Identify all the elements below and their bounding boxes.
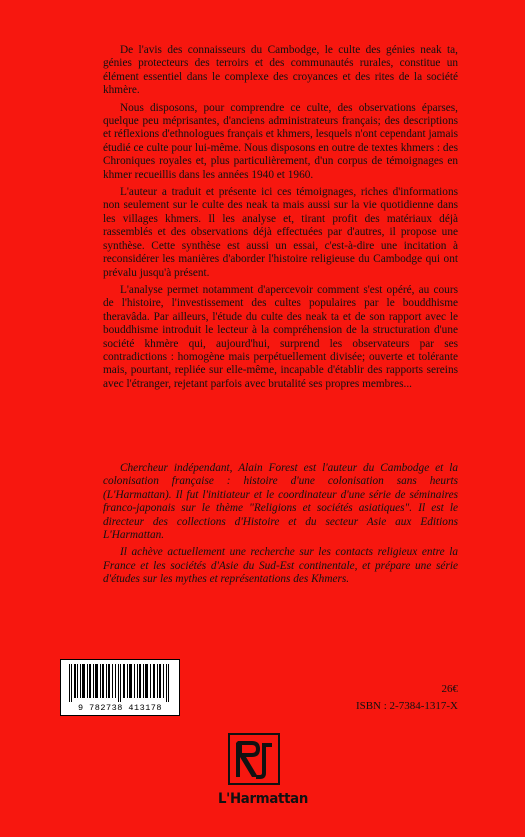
barcode-number: 9 782738 413178	[77, 703, 162, 713]
barcode-bars	[67, 664, 173, 702]
author-bio	[103, 462, 458, 587]
bio-paragraph-2: Il achève actuellement une recherche sur les contacts religieux entre la France et les sociétés d'Asie du Sud-Est continentale, et prépare une série d'études sur les mythes et représentations des Khmers.	[103, 546, 458, 586]
publisher-name: L'Harmattan	[217, 791, 309, 807]
bio-paragraph-1: Chercheur indépendant, Alain Forest est l'auteur du Cambodge et la colonisation française : histoire d'une colonisation sans heurts (L'Harmattan). Il fut l'initiateur et le coordinateur d'une série de séminaires franco-japonais sur le thème "Religions et sociétés asiatiques". Il est le directeur des collections d'Histoire et du secteur Asie aux Editions L'Harmattan.	[103, 462, 458, 542]
paragraph-1: De l'avis des connaisseurs du Cambodge, le culte des génies neak ta, génies protecteurs des terroirs et des communautés rurales, constitue un élément essentiel dans le complexe des croyances et des rites de la société khmère.	[103, 44, 458, 97]
paragraph-3: L'auteur a traduit et présente ici ces témoignages, riches d'informations non seulement sur le culte des neak ta mais aussi sur la vie quotidienne dans les villages khmers. Il les analyse et, tirant profit des matériaux déjà rassemblés et des observations déjà effectuées par d'autres, il propose une synthèse. Cette synthèse est aussi un essai, c'est-à-dire une incitation à reconsidérer les manières d'aborder l'histoire religieuse du Cambodge qui ont prévalu jusqu'à présent.	[103, 186, 458, 279]
isbn: ISBN : 2-7384-1317-X	[355, 700, 458, 712]
price: 26€	[441, 683, 458, 695]
paragraph-4: L'analyse permet notamment d'apercevoir comment s'est opéré, au cours de l'histoire, l'investissement des cultes populaires par le bouddhisme theravâda. Par ailleurs, l'étude du culte des neak ta et de son rapport avec le bouddhisme introduit le lecteur à la compréhension de la structuration d'une société khmère qui, aujourd'hui, surprend les observateurs par ses contradictions : homogène mais perpétuellement divisée; ouverte et tolérante mais, pourtant, repliée sur elle-même, incapable d'établir des rapports sereins avec l'étranger, rejetant parfois avec brutalité ses propres membres...	[103, 283, 458, 390]
paragraph-2: Nous disposons, pour comprendre ce culte, des observations éparses, quelque peu méprisantes, d'anciens administrateurs français; des descriptions et réflexions d'ethnologues français et khmers, lesquels n'ont cependant jamais étudié ce culte pour lui-même. Nous disposons en outre de textes khmers : des Chroniques royales et, plus particulièrement, d'un corpus de témoignages en khmer recueillis dans les années 1940 et 1960.	[103, 101, 458, 181]
barcode	[60, 659, 180, 716]
description-text	[103, 44, 458, 391]
publisher-logo-icon	[228, 733, 280, 785]
